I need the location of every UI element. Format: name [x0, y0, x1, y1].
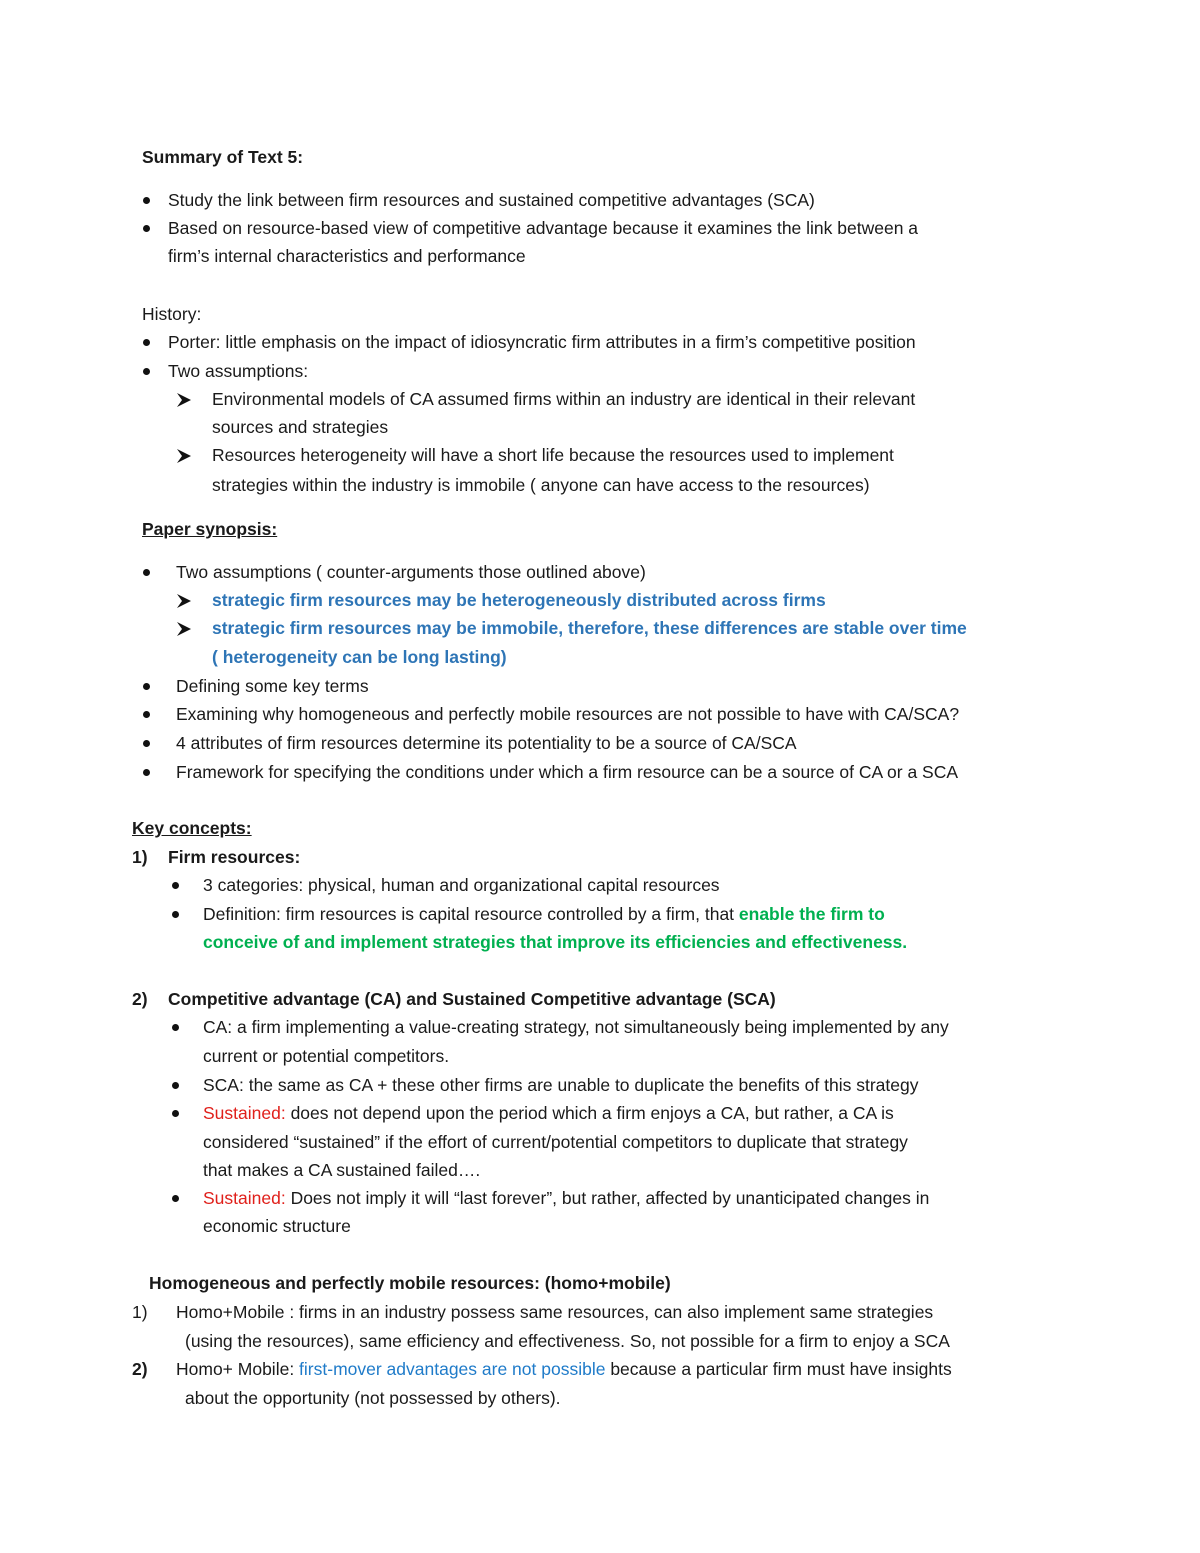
arrow-bullet-icon	[175, 592, 193, 610]
history-sub-item-cont: strategies within the industry is immobile ( anyone can have access to the resources)	[212, 475, 870, 495]
history-porter: Porter: little emphasis on the impact of idiosyncratic firm attributes in a firm’s competitive position	[168, 332, 916, 352]
bullet-icon	[143, 197, 150, 204]
list-number: 1)	[132, 847, 148, 867]
homo-highlight: first-mover advantages are not possible	[299, 1359, 606, 1379]
summary-item: Based on resource-based view of competitive advantage because it examines the link between a	[168, 218, 919, 238]
summary-item: Study the link between firm resources and sustained competitive advantages (SCA)	[168, 190, 815, 210]
firm-resources-definition	[203, 903, 885, 925]
ca-item: CA: a firm implementing a value-creating strategy, not simultaneously being implemented by any	[203, 1017, 949, 1037]
definition-text: Definition: firm resources is capital resource controlled by a firm, that	[203, 904, 739, 924]
bullet-icon	[143, 225, 150, 232]
bullet-icon	[172, 1024, 179, 1031]
sustained-text: Does not imply it will “last forever”, but rather, affected by unanticipated changes in	[285, 1188, 930, 1208]
homo-title: Homogeneous and perfectly mobile resources: (homo+mobile)	[149, 1273, 671, 1293]
homo-item-cont: about the opportunity (not possessed by others).	[185, 1388, 561, 1408]
firm-resources-item: 3 categories: physical, human and organizational capital resources	[203, 875, 720, 895]
bullet-icon	[143, 769, 150, 776]
synopsis-title: Paper synopsis:	[142, 519, 278, 539]
history-sub-item-cont: sources and strategies	[212, 417, 389, 437]
bullet-icon	[172, 1195, 179, 1202]
homo-item: Homo+Mobile : firms in an industry possess same resources, can also implement same strategies	[176, 1302, 934, 1322]
list-number: 2)	[132, 989, 148, 1009]
summary-item-cont: firm’s internal characteristics and performance	[168, 246, 526, 266]
bullet-icon	[143, 569, 150, 576]
homo-item-cont: (using the resources), same efficiency and effectiveness. So, not possible for a firm to enjoy a SCA	[185, 1331, 950, 1351]
homo-item	[176, 1358, 952, 1380]
arrow-bullet-icon	[175, 391, 193, 409]
list-number: 2)	[132, 1359, 148, 1379]
key-heading-competitive-advantage: Competitive advantage (CA) and Sustained Competitive advantage (SCA)	[168, 989, 776, 1009]
synopsis-item: Examining why homogeneous and perfectly mobile resources are not possible to have with CA/SCA?	[176, 704, 960, 724]
key-concepts-title: Key concepts:	[132, 818, 252, 838]
sca-item: SCA: the same as CA + these other firms are unable to duplicate the benefits of this strategy	[203, 1075, 919, 1095]
bullet-icon	[143, 683, 150, 690]
history-sub-item: Resources heterogeneity will have a short life because the resources used to implement	[212, 445, 894, 465]
sustained-label: Sustained:	[203, 1188, 286, 1208]
history-title: History:	[142, 304, 202, 324]
sustained-text: does not depend upon the period which a firm enjoys a CA, but rather, a CA is	[285, 1103, 894, 1123]
homo-label: Homo+ Mobile:	[176, 1359, 300, 1379]
sustained-item	[203, 1187, 929, 1209]
synopsis-item: 4 attributes of firm resources determine its potentiality to be a source of CA/SCA	[176, 733, 797, 753]
summary-title: Summary of Text 5:	[142, 147, 304, 167]
sustained-label: Sustained:	[203, 1103, 286, 1123]
bullet-icon	[143, 740, 150, 747]
ca-item-cont: current or potential competitors.	[203, 1046, 450, 1066]
bullet-icon	[143, 339, 150, 346]
key-heading-firm-resources: Firm resources:	[168, 847, 301, 867]
history-two-assumptions: Two assumptions:	[168, 361, 309, 381]
sustained-item-cont: that makes a CA sustained failed….	[203, 1160, 481, 1180]
history-sub-item: Environmental models of CA assumed firms within an industry are identical in their relevant	[212, 389, 916, 409]
synopsis-sub-item: strategic firm resources may be immobile, therefore, these differences are stable over time	[212, 618, 967, 638]
sustained-item-cont: considered “sustained” if the effort of current/potential competitors to duplicate that strategy	[203, 1132, 908, 1152]
homo-text: because a particular firm must have insights	[605, 1359, 952, 1379]
sustained-item	[203, 1102, 894, 1124]
synopsis-item: Defining some key terms	[176, 676, 369, 696]
synopsis-item: Framework for specifying the conditions under which a firm resource can be a source of CA or a SCA	[176, 762, 959, 782]
bullet-icon	[172, 911, 179, 918]
bullet-icon	[172, 1110, 179, 1117]
synopsis-two-assumptions: Two assumptions ( counter-arguments those outlined above)	[176, 562, 646, 582]
list-number: 1)	[132, 1302, 148, 1322]
synopsis-sub-item-cont: ( heterogeneity can be long lasting)	[212, 647, 507, 667]
arrow-bullet-icon	[175, 620, 193, 638]
bullet-icon	[172, 882, 179, 889]
arrow-bullet-icon	[175, 447, 193, 465]
sustained-item-cont: economic structure	[203, 1216, 351, 1236]
bullet-icon	[172, 1082, 179, 1089]
definition-highlight-cont: conceive of and implement strategies that improve its efficiencies and effectiveness.	[203, 932, 908, 952]
synopsis-sub-item: strategic firm resources may be heterogeneously distributed across firms	[212, 590, 826, 610]
bullet-icon	[143, 711, 150, 718]
bullet-icon	[143, 368, 150, 375]
definition-highlight: enable the firm to	[738, 904, 885, 924]
